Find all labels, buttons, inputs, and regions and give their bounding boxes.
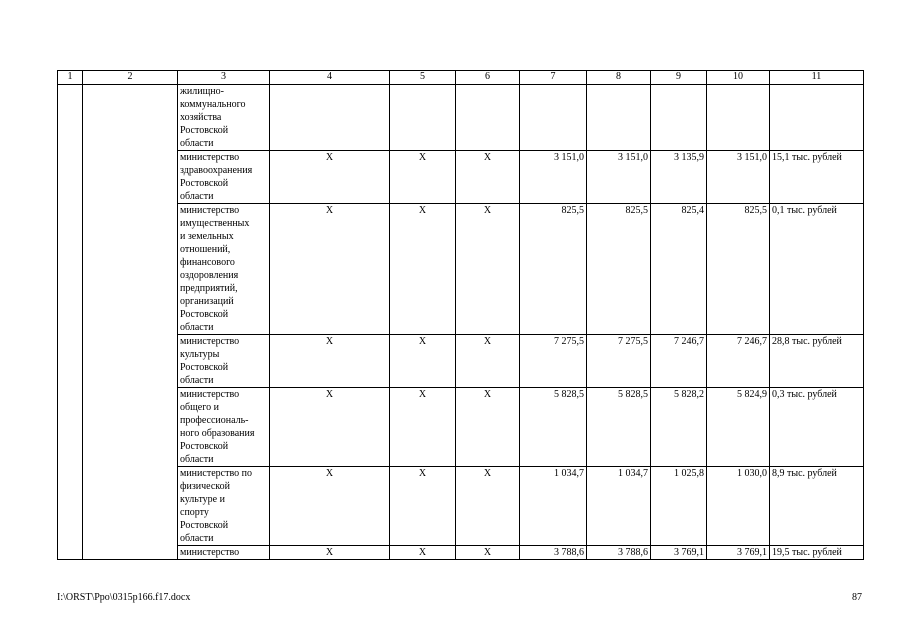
executor-line: Ростовской: [180, 362, 229, 373]
executor-cell: [178, 335, 270, 388]
executor-cell: [178, 204, 270, 335]
column-header: 6: [456, 71, 520, 85]
table-row: [58, 388, 864, 467]
executor-line: физической: [180, 481, 230, 492]
table-row: [58, 151, 864, 204]
value-cell: 825,4: [651, 204, 707, 335]
executor-line: области: [180, 454, 214, 465]
table-row: [58, 546, 864, 560]
deviation-cell: 0,1 тыс. рублей: [770, 204, 864, 335]
x-mark-cell: X: [456, 467, 520, 546]
executor-line: организаций: [180, 296, 234, 307]
x-mark-cell: X: [456, 388, 520, 467]
executor-line: области: [180, 375, 214, 386]
value-cell: 3 151,0: [520, 151, 587, 204]
value-cell: [587, 85, 651, 151]
column-header: 5: [390, 71, 456, 85]
deviation-cell: [770, 85, 864, 151]
executor-line: здравоохранения: [180, 165, 253, 176]
value-cell: 3 769,1: [707, 546, 770, 560]
x-mark-cell: X: [456, 546, 520, 560]
executor-line: министерство: [180, 152, 240, 163]
executor-line: Ростовской: [180, 520, 229, 531]
column-header: 9: [651, 71, 707, 85]
footer-file-path: I:\ORST\Ppo\0315p166.f17.docx: [57, 592, 191, 603]
executor-line: профессиональ-: [180, 415, 249, 426]
executor-line: министерство: [180, 389, 240, 400]
x-mark-cell: X: [390, 335, 456, 388]
footer-page-number: 87: [852, 592, 862, 603]
table-row: [58, 467, 864, 546]
value-cell: [651, 85, 707, 151]
x-mark-cell: X: [270, 546, 390, 560]
executor-line: предприятий,: [180, 283, 238, 294]
value-cell: 5 824,9: [707, 388, 770, 467]
executor-line: имущественных: [180, 218, 250, 229]
executor-line: отношений,: [180, 244, 231, 255]
deviation-cell: 15,1 тыс. рублей: [770, 151, 864, 204]
executor-line: Ростовской: [180, 125, 229, 136]
value-cell: [707, 85, 770, 151]
row-number-cell: [58, 85, 83, 560]
executor-line: министерство: [180, 547, 240, 558]
value-cell: 1 034,7: [587, 467, 651, 546]
x-mark-cell: X: [390, 546, 456, 560]
value-cell: 7 275,5: [520, 335, 587, 388]
value-cell: [520, 85, 587, 151]
executor-line: области: [180, 322, 214, 333]
x-mark-cell: X: [390, 467, 456, 546]
executor-cell: [178, 85, 270, 151]
x-mark-cell: X: [270, 467, 390, 546]
value-cell: 3 788,6: [587, 546, 651, 560]
executor-line: министерство: [180, 205, 240, 216]
executor-line: хозяйства: [180, 112, 222, 123]
x-mark-cell: X: [270, 335, 390, 388]
table-row: [58, 335, 864, 388]
x-mark-cell: X: [456, 204, 520, 335]
executor-line: области: [180, 138, 214, 149]
header-row: [58, 71, 864, 85]
value-cell: 1 025,8: [651, 467, 707, 546]
executor-cell: [178, 151, 270, 204]
executor-line: общего и: [180, 402, 219, 413]
value-cell: 7 275,5: [587, 335, 651, 388]
executor-line: коммунального: [180, 99, 246, 110]
value-cell: 5 828,2: [651, 388, 707, 467]
executor-line: спорту: [180, 507, 209, 518]
value-cell: 1 030,0: [707, 467, 770, 546]
executor-line: культуре и: [180, 494, 225, 505]
executor-line: области: [180, 533, 214, 544]
column-header: 7: [520, 71, 587, 85]
value-cell: 825,5: [587, 204, 651, 335]
value-cell: 7 246,7: [651, 335, 707, 388]
value-cell: 3 788,6: [520, 546, 587, 560]
executor-line: министерство: [180, 336, 240, 347]
x-mark-cell: [390, 85, 456, 151]
executor-line: министерство по: [180, 468, 252, 479]
x-mark-cell: X: [270, 151, 390, 204]
deviation-cell: 0,3 тыс. рублей: [770, 388, 864, 467]
executor-line: ного образования: [180, 428, 255, 439]
executor-line: Ростовской: [180, 441, 229, 452]
value-cell: 7 246,7: [707, 335, 770, 388]
data-table: [57, 70, 864, 560]
column-header: 8: [587, 71, 651, 85]
value-cell: 825,5: [707, 204, 770, 335]
x-mark-cell: X: [390, 388, 456, 467]
program-name-cell: [83, 85, 178, 560]
value-cell: 3 151,0: [707, 151, 770, 204]
value-cell: 1 034,7: [520, 467, 587, 546]
x-mark-cell: X: [390, 204, 456, 335]
value-cell: 825,5: [520, 204, 587, 335]
executor-cell: [178, 546, 270, 560]
executor-line: оздоровления: [180, 270, 239, 281]
column-header: 3: [178, 71, 270, 85]
x-mark-cell: X: [456, 335, 520, 388]
deviation-cell: 8,9 тыс. рублей: [770, 467, 864, 546]
executor-line: жилищно-: [180, 86, 224, 97]
executor-line: культуры: [180, 349, 220, 360]
executor-line: Ростовской: [180, 178, 229, 189]
deviation-cell: 28,8 тыс. рублей: [770, 335, 864, 388]
executor-line: области: [180, 191, 214, 202]
x-mark-cell: X: [270, 204, 390, 335]
x-mark-cell: [456, 85, 520, 151]
deviation-cell: 19,5 тыс. рублей: [770, 546, 864, 560]
x-mark-cell: X: [270, 388, 390, 467]
value-cell: 3 151,0: [587, 151, 651, 204]
column-header: 4: [270, 71, 390, 85]
column-header: 11: [770, 71, 864, 85]
value-cell: 5 828,5: [587, 388, 651, 467]
table-row: [58, 85, 864, 151]
column-header: 10: [707, 71, 770, 85]
value-cell: 3 769,1: [651, 546, 707, 560]
executor-line: финансового: [180, 257, 235, 268]
x-mark-cell: X: [390, 151, 456, 204]
executor-line: Ростовской: [180, 309, 229, 320]
executor-cell: [178, 467, 270, 546]
value-cell: 3 135,9: [651, 151, 707, 204]
executor-line: и земельных: [180, 231, 234, 242]
column-header: 2: [83, 71, 178, 85]
executor-cell: [178, 388, 270, 467]
x-mark-cell: [270, 85, 390, 151]
x-mark-cell: X: [456, 151, 520, 204]
value-cell: 5 828,5: [520, 388, 587, 467]
table-row: [58, 204, 864, 335]
column-header: 1: [58, 71, 83, 85]
